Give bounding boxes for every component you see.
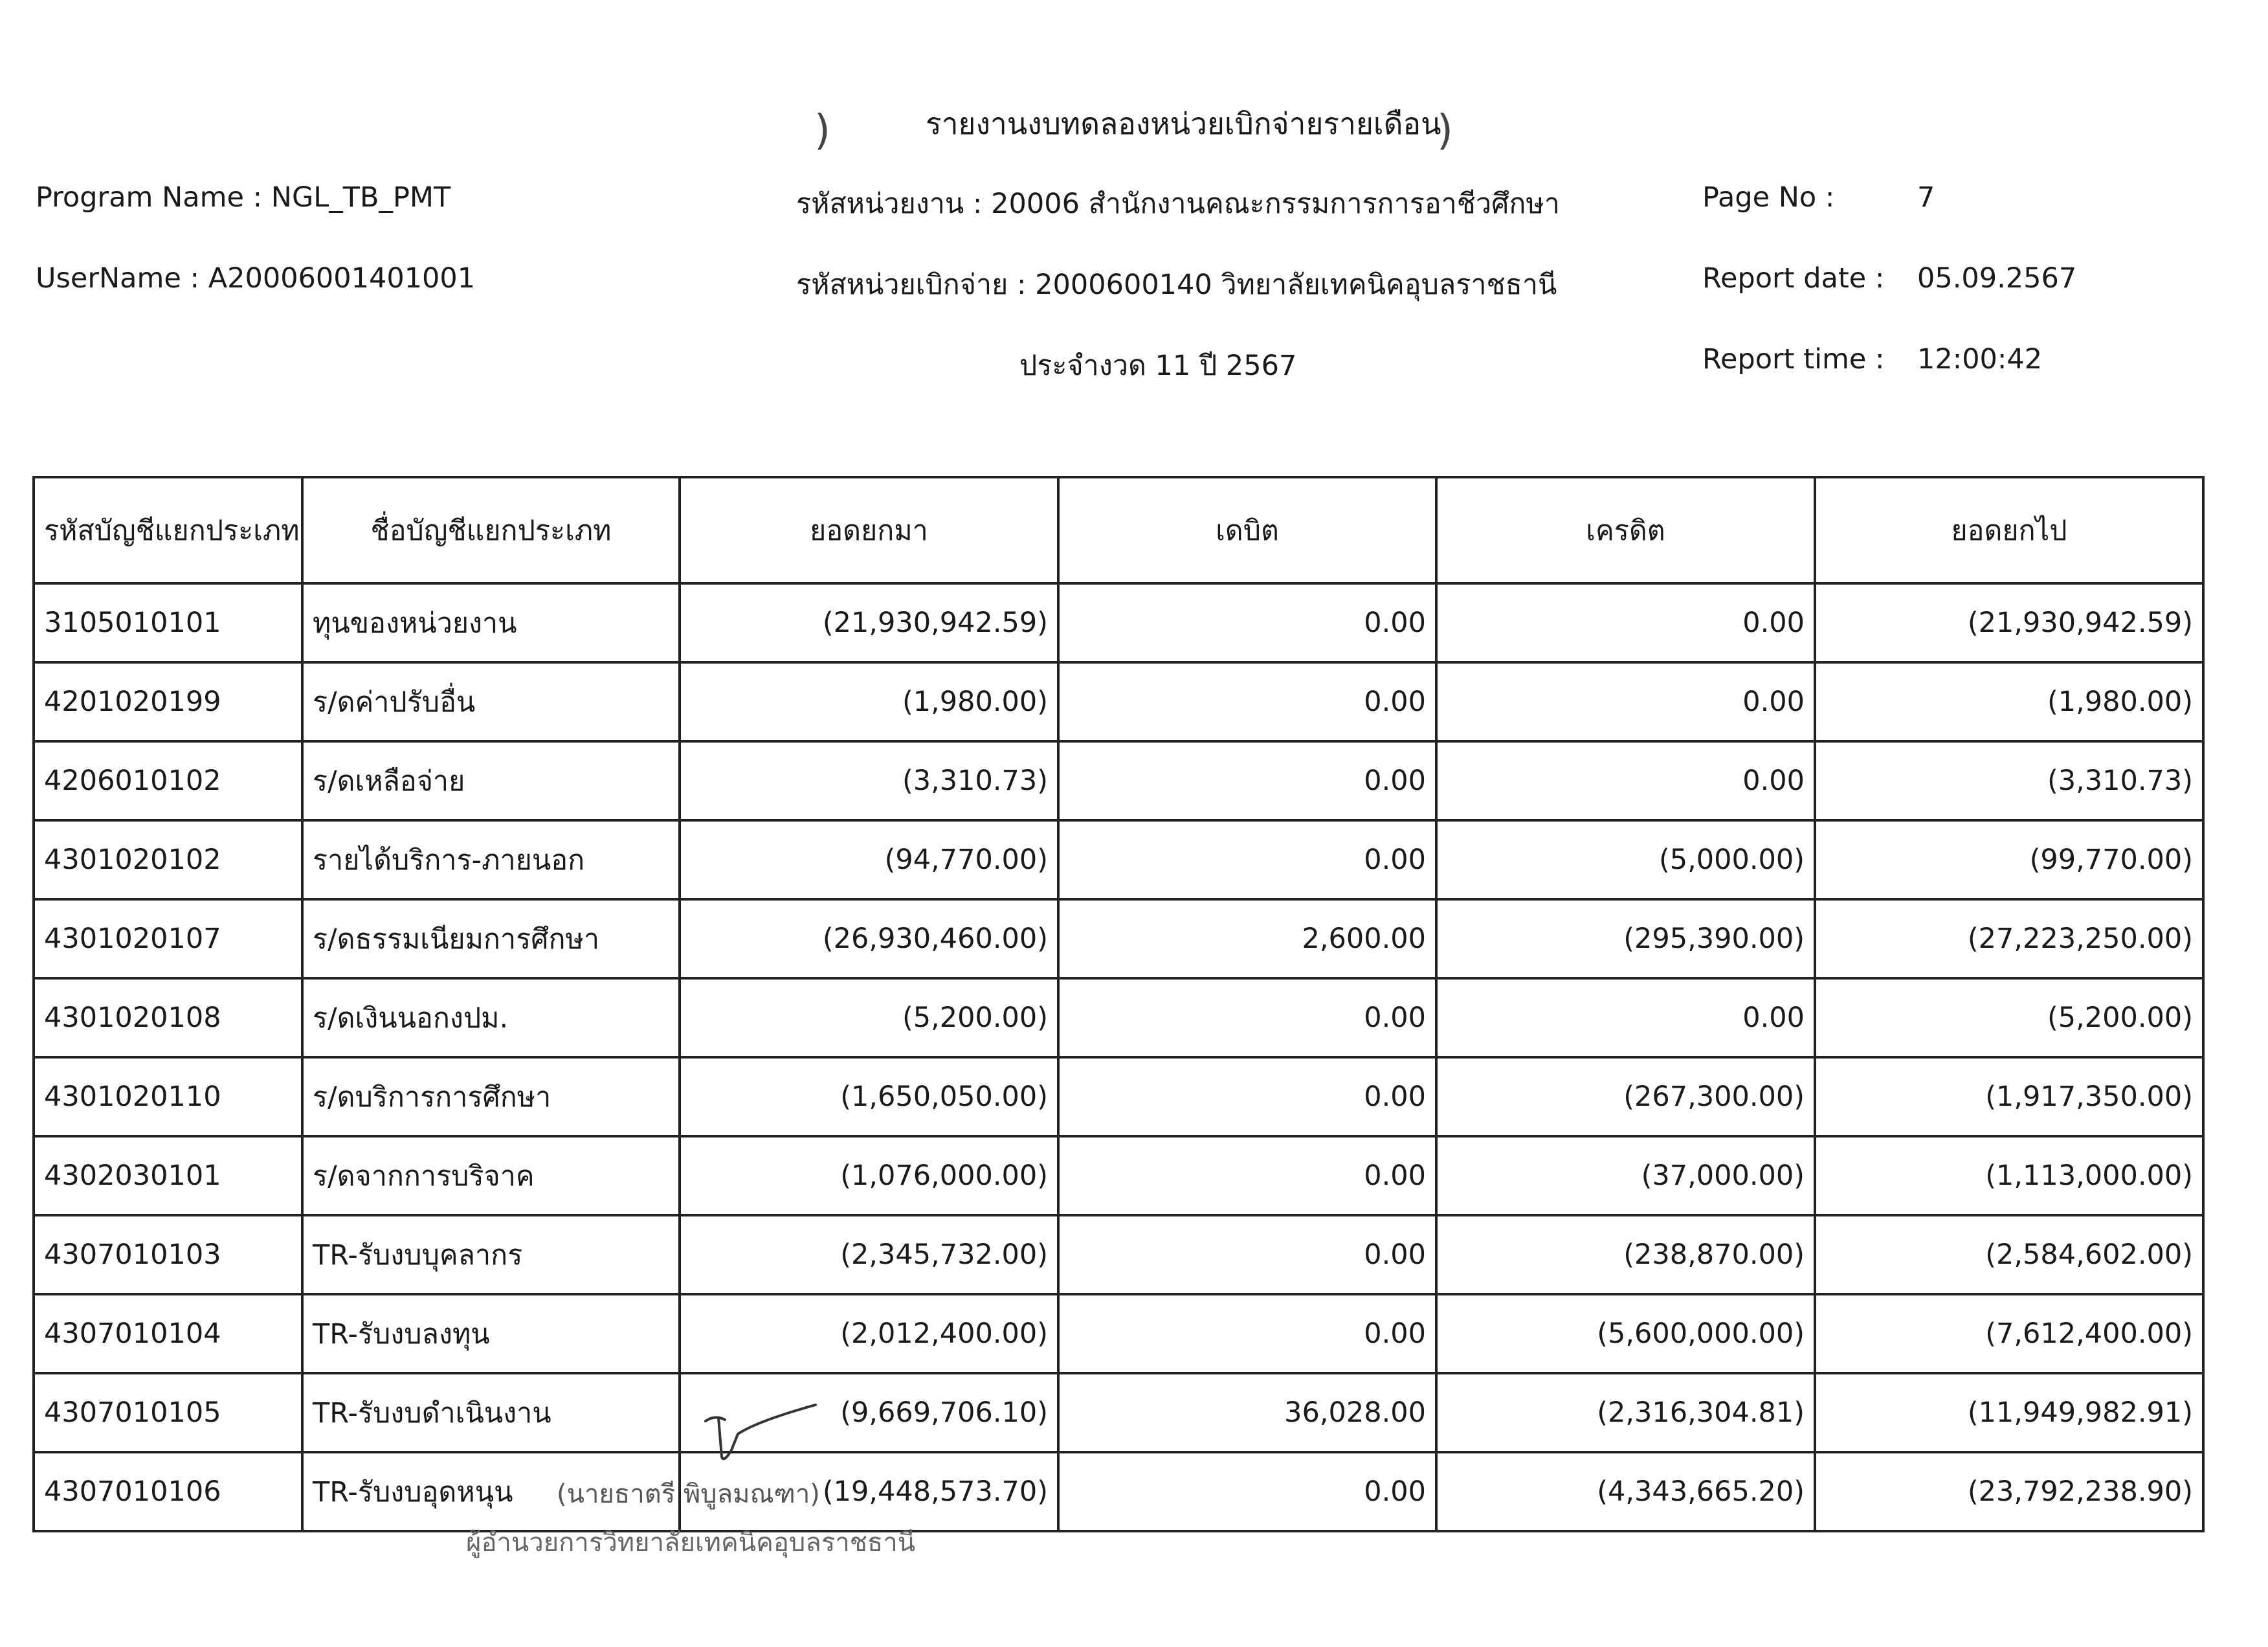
page-no-value: 7 [1917, 181, 1935, 214]
closing-balance-cell: (11,949,982.91) [1815, 1373, 2203, 1452]
signature-mark [693, 1395, 822, 1473]
signer-position: ผู้อำนวยการวิทยาลัยเทคนิคอุบลราชธานี [466, 1528, 916, 1558]
closing-balance-cell: (2,584,602.00) [1815, 1215, 2203, 1294]
agency-value: 20006 สำนักงานคณะกรรมการการอาชีวศึกษา [991, 188, 1560, 220]
table-row [34, 1215, 2203, 1294]
opening-balance-cell: (1,980.00) [680, 662, 1058, 741]
debit-cell: 0.00 [1058, 662, 1436, 741]
closing-balance-cell: (27,223,250.00) [1815, 899, 2203, 978]
debit-cell: 0.00 [1058, 820, 1436, 899]
account-name-cell: TR-รับงบอุดหนุน [302, 1452, 680, 1531]
credit-cell: (2,316,304.81) [1436, 1373, 1815, 1452]
report-time-label: Report time : [1702, 343, 1885, 375]
credit-cell: (295,390.00) [1436, 899, 1815, 978]
opening-balance-cell: (9,669,706.10) [680, 1373, 1058, 1452]
trial-balance-table [32, 476, 2205, 1532]
account-name-cell: ร/ดเหลือจ่าย [302, 741, 680, 820]
disbursing-label: รหัสหน่วยเบิกจ่าย : [796, 269, 1027, 301]
opening-balance-cell: (5,200.00) [680, 978, 1058, 1057]
opening-balance-cell: (2,345,732.00) [680, 1215, 1058, 1294]
credit-cell: (5,000.00) [1436, 820, 1815, 899]
account-name-cell: ร/ดเงินนอกงปม. [302, 978, 680, 1057]
account-name-cell: TR-รับงบลงทุน [302, 1294, 680, 1373]
account-code-cell: 4201020199 [34, 662, 302, 741]
disbursing-value: 2000600140 วิทยาลัยเทคนิคอุบลราชธานี [1035, 269, 1557, 301]
report-date-value: 05.09.2567 [1917, 262, 2077, 295]
decorative-paren-left: ) [814, 107, 830, 155]
page-no-label: Page No : [1702, 181, 1835, 214]
debit-cell: 0.00 [1058, 1452, 1436, 1531]
opening-balance-cell: (2,012,400.00) [680, 1294, 1058, 1373]
program-value: NGL_TB_PMT [271, 181, 451, 214]
account-code-cell: 4307010103 [34, 1215, 302, 1294]
credit-cell: (37,000.00) [1436, 1136, 1815, 1215]
closing-balance-cell: (3,310.73) [1815, 741, 2203, 820]
debit-cell: 0.00 [1058, 978, 1436, 1057]
credit-cell: (5,600,000.00) [1436, 1294, 1815, 1373]
report-title: รายงานงบทดลองหน่วยเบิกจ่ายรายเดือน [926, 106, 1441, 141]
debit-cell: 36,028.00 [1058, 1373, 1436, 1452]
credit-cell: 0.00 [1436, 583, 1815, 662]
account-name-cell: ร/ดธรรมเนียมการศึกษา [302, 899, 680, 978]
account-code-cell: 4307010104 [34, 1294, 302, 1373]
credit-cell: (238,870.00) [1436, 1215, 1815, 1294]
credit-cell: 0.00 [1436, 978, 1815, 1057]
header-account-name: ชื่อบัญชีแยกประเภท [302, 477, 680, 583]
header-account-code: รหัสบัญชีแยกประเภท [34, 477, 302, 583]
account-code-cell: 4307010106 [34, 1452, 302, 1531]
closing-balance-cell: (99,770.00) [1815, 820, 2203, 899]
table-row [34, 1373, 2203, 1452]
closing-balance-cell: (21,930,942.59) [1815, 583, 2203, 662]
table-row [34, 978, 2203, 1057]
closing-balance-cell: (1,113,000.00) [1815, 1136, 2203, 1215]
debit-cell: 0.00 [1058, 1294, 1436, 1373]
debit-cell: 0.00 [1058, 583, 1436, 662]
table-row [34, 662, 2203, 741]
opening-balance-cell: (94,770.00) [680, 820, 1058, 899]
account-name-cell: TR-รับงบบุคลากร [302, 1215, 680, 1294]
account-code-cell: 4301020110 [34, 1057, 302, 1136]
debit-cell: 0.00 [1058, 1057, 1436, 1136]
account-code-cell: 4307010105 [34, 1373, 302, 1452]
opening-balance-cell: (1,076,000.00) [680, 1136, 1058, 1215]
account-name-cell: รายได้บริการ-ภายนอก [302, 820, 680, 899]
credit-cell: 0.00 [1436, 662, 1815, 741]
header-opening-balance: ยอดยกมา [680, 477, 1058, 583]
account-code-cell: 4301020107 [34, 899, 302, 978]
table-row [34, 1136, 2203, 1215]
agency-label: รหัสหน่วยงาน : [796, 188, 983, 220]
account-code-cell: 4302030101 [34, 1136, 302, 1215]
account-name-cell: ร/ดค่าปรับอื่น [302, 662, 680, 741]
program-label: Program Name : [36, 181, 263, 214]
decorative-paren-right: ) [1437, 107, 1453, 155]
table-row [34, 1294, 2203, 1373]
header-debit: เดบิต [1058, 477, 1436, 583]
closing-balance-cell: (1,980.00) [1815, 662, 2203, 741]
opening-balance-cell: (26,930,460.00) [680, 899, 1058, 978]
account-name-cell: ร/ดบริการการศึกษา [302, 1057, 680, 1136]
debit-cell: 0.00 [1058, 741, 1436, 820]
opening-balance-cell: (21,930,942.59) [680, 583, 1058, 662]
credit-cell: 0.00 [1436, 741, 1815, 820]
report-time-value: 12:00:42 [1917, 343, 2043, 375]
signer-name: (นายธาตรี พิบูลมณฑา) [557, 1479, 820, 1509]
table-row [34, 1452, 2203, 1531]
opening-balance-cell: (19,448,573.70) [680, 1452, 1058, 1531]
debit-cell: 2,600.00 [1058, 899, 1436, 978]
debit-cell: 0.00 [1058, 1215, 1436, 1294]
table-row [34, 899, 2203, 978]
account-code-cell: 3105010101 [34, 583, 302, 662]
account-name-cell: ร/ดจากการบริจาค [302, 1136, 680, 1215]
report-date-label: Report date : [1702, 262, 1885, 295]
user-value: A20006001401001 [208, 262, 476, 295]
user-name [36, 262, 475, 295]
disbursing-unit [796, 262, 1557, 306]
table-header-row [34, 477, 2203, 583]
table-row [34, 820, 2203, 899]
opening-balance-cell: (3,310.73) [680, 741, 1058, 820]
debit-cell: 0.00 [1058, 1136, 1436, 1215]
credit-cell: (267,300.00) [1436, 1057, 1815, 1136]
account-code-cell: 4301020108 [34, 978, 302, 1057]
table-row [34, 741, 2203, 820]
header-credit: เครดิต [1436, 477, 1815, 583]
account-name-cell: ทุนของหน่วยงาน [302, 583, 680, 662]
account-code-cell: 4301020102 [34, 820, 302, 899]
report-period: ประจำงวด 11 ปี 2567 [1019, 350, 1297, 382]
table-row [34, 1057, 2203, 1136]
agency-code [796, 181, 1560, 225]
user-label: UserName : [36, 262, 200, 295]
closing-balance-cell: (1,917,350.00) [1815, 1057, 2203, 1136]
closing-balance-cell: (5,200.00) [1815, 978, 2203, 1057]
credit-cell: (4,343,665.20) [1436, 1452, 1815, 1531]
account-name-cell: TR-รับงบดำเนินงาน [302, 1373, 680, 1452]
table-row [34, 583, 2203, 662]
closing-balance-cell: (7,612,400.00) [1815, 1294, 2203, 1373]
program-name [36, 181, 450, 214]
closing-balance-cell: (23,792,238.90) [1815, 1452, 2203, 1531]
opening-balance-cell: (1,650,050.00) [680, 1057, 1058, 1136]
header-closing-balance: ยอดยกไป [1815, 477, 2203, 583]
account-code-cell: 4206010102 [34, 741, 302, 820]
